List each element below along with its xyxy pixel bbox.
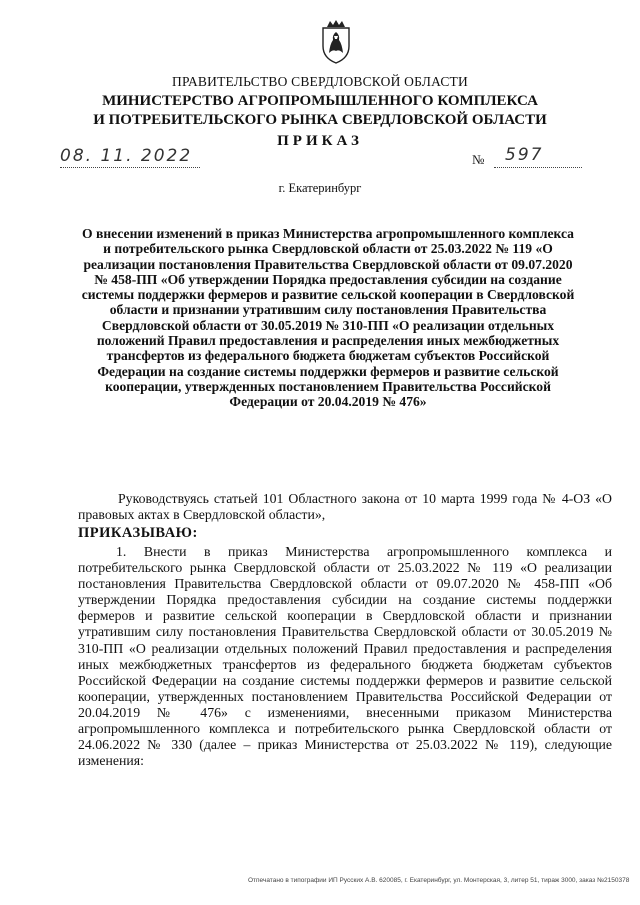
print-footer: Отпечатано в типографии ИП Русских А.В. 620085, г. Екатеринбург, ул. Монтерская, 3, литер 51, тираж 3000, заказ №2150378 xyxy=(248,877,630,884)
document-title: О внесении изменений в приказ Министерства агропромышленного комплекса и потребительского рынка Свердловской области от 25.03.2022 № 119 «О реализации постановления Правительства Свердловской области от 09.07.2020 № 458-ПП «Об утверждении Порядка предоставления субсидии на создание системы поддержки фермеров и развитие сельской кооперации в Свердловской области и признании утратившим силу постановления Правительства Свердловской области от 30.05.2019 № 310-ПП «О реализации отдельных положений Правил предоставления и распределения иных межбюджетных трансфертов из федерального бюджета бюджетам субъектов Российской Федерации на создание системы поддержки фермеров и развитие сельской кооперации, утвержденных постановлением Правительства Российской Федерации от 20.04.2019 № 476» xyxy=(81,226,575,410)
government-name: ПРАВИТЕЛЬСТВО СВЕРДЛОВСКОЙ ОБЛАСТИ xyxy=(172,74,468,89)
item-1-paragraph: 1. Внести в приказ Министерства агропромышленного комплекса и потребительского рынка Свердловской области от 25.03.2022 № 119 «О реализации постановления Правительства Свердловской области от 09.07.2020 № 458-ПП «Об утверждении Порядка предоставления субсидии на создание системы поддержки фермеров и развитие сельской кооперации в Свердловской области и признании утратившим силу постановления Правительства Свердловской области от 30.05.2019 № 310-ПП «О реализации отдельных положений Правил предоставления и распределения иных межбюджетных трансфертов из федерального бюджета бюджетам субъектов Российской Федерации на создание системы поддержки фермеров и развитие сельской кооперации, утвержденных постановлением Правительства Российской Федерации от 20.04.2019 № 476» с изменениями, внесенными приказом Министерства агропромышленного комплекса и потребительского рынка Свердловской области от 24.06.2022 № 330 (далее – приказ Министерства от 25.03.2022 № 119), следующие изменения: xyxy=(78,544,612,769)
number-label: № xyxy=(472,152,485,167)
ministry-name-line-1: МИНИСТЕРСТВО АГРОПРОМЫШЛЕННОГО КОМПЛЕКСА xyxy=(102,93,538,109)
sverdlovsk-coat-of-arms-icon xyxy=(319,18,353,64)
ministry-name-line-2: И ПОТРЕБИТЕЛЬСКОГО РЫНКА СВЕРДЛОВСКОЙ ОБЛАСТИ xyxy=(93,112,547,128)
order-word: ПРИКАЗЫВАЮ: xyxy=(78,525,198,541)
handwritten-date: 08. 11. 2022 xyxy=(60,146,193,166)
number-underline xyxy=(494,167,582,168)
city-name: г. Екатеринбург xyxy=(278,181,362,195)
date-underline xyxy=(60,167,200,168)
ministry-name xyxy=(0,92,640,130)
document-type: ПРИКАЗ xyxy=(277,133,363,149)
legal-basis-paragraph: Руководствуясь статьей 101 Областного закона от 10 марта 1999 года № 4-ОЗ «О правовых актах в Свердловской области», xyxy=(78,491,612,523)
handwritten-number: 597 xyxy=(505,145,544,165)
